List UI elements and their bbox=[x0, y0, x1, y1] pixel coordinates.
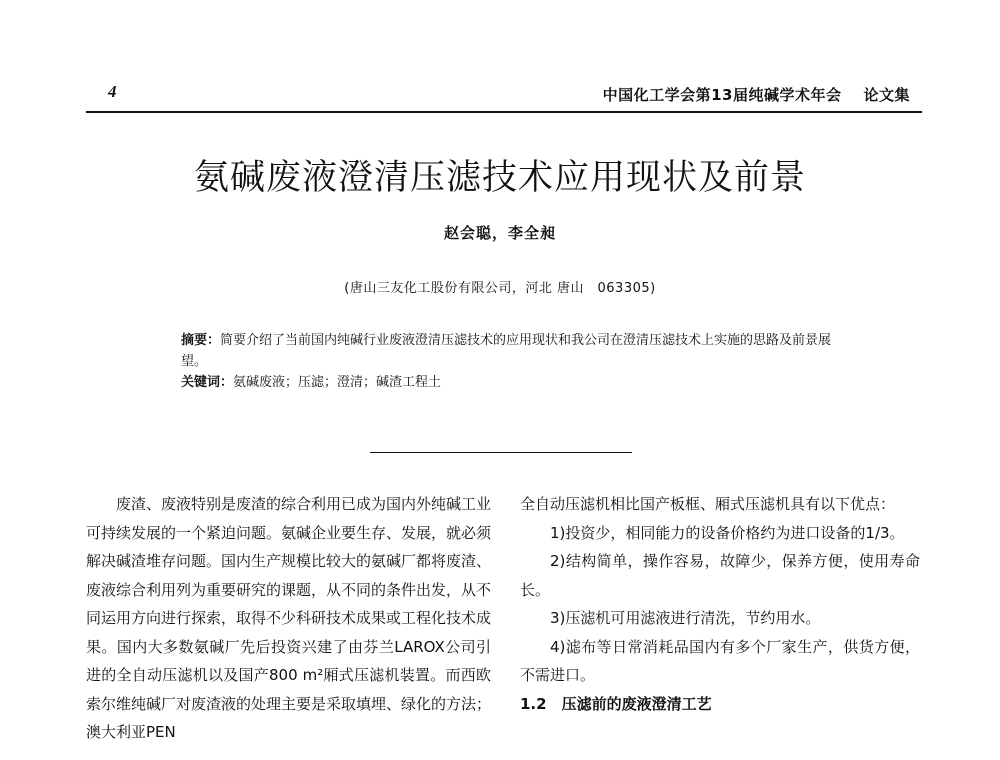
keywords-label: 关键词： bbox=[181, 375, 234, 390]
running-head bbox=[603, 84, 910, 105]
advantage-item: 1)投资少，相同能力的设备价格约为进口设备的1/3。 bbox=[550, 523, 905, 542]
section-divider bbox=[370, 452, 632, 453]
collection-name: 论文集 bbox=[863, 86, 910, 104]
affiliation: (唐山三友化工股份有限公司，河北 唐山 063305) bbox=[344, 281, 656, 296]
abstract bbox=[181, 330, 841, 372]
left-column bbox=[86, 490, 491, 747]
abstract-text: 简要介绍了当前国内纯碱行业废液澄清压滤技术的应用现状和我公司在澄清压滤技术上实施的思路及前景展望。 bbox=[181, 333, 832, 369]
page-number: 4 bbox=[108, 82, 117, 101]
keywords bbox=[181, 372, 841, 393]
advantage-item: 4)滤布等日常消耗品国内有多个厂家生产，供货方便，不需进口。 bbox=[520, 637, 920, 684]
advantage-item: 3)压滤机可用滤液进行清洗，节约用水。 bbox=[550, 609, 821, 627]
body-paragraph: 全自动压滤机相比国产板框、厢式压滤机具有以下优点： bbox=[520, 495, 896, 513]
abstract-block bbox=[181, 330, 841, 393]
paper-title: 氨碱废液澄清压滤技术应用现状及前景 bbox=[193, 158, 806, 198]
journal-name: 中国化工学会第13届纯碱学术年会 bbox=[602, 86, 842, 104]
keywords-text: 氨碱废液；压滤；澄清；碱渣工程土 bbox=[233, 375, 442, 390]
authors: 赵会聪，李全昶 bbox=[443, 224, 556, 242]
advantage-item: 2)结构简单，操作容易，故障少，保养方便，使用寿命长。 bbox=[520, 552, 920, 599]
right-column bbox=[520, 490, 920, 718]
abstract-label: 摘要： bbox=[181, 333, 221, 348]
section-subheading: 1.2 压滤前的废液澄清工艺 bbox=[520, 694, 712, 713]
body-paragraph: 废渣、废液特别是废渣的综合利用已成为国内外纯碱工业可持续发展的一个紧迫问题。氨碱企业要生存、发展，就必须解决碱渣堆存问题。国内生产规模比较大的氨碱厂都将废渣、废液综合利用列为重要研究的课题，从不同的条件出发，从不同运用方向进行探索，取得不少科研技术成果或工程化技术成果。国内大多数氨碱厂先后投资兴建了由芬兰LAROX公司引进的全自动压滤机以及国产800 m²厢式压滤机装置。而西欧索尔维纯碱厂对废渣液的处理主要是采取填埋、绿化的方法；澳大利亚PEN bbox=[86, 495, 492, 741]
header-rule bbox=[86, 111, 922, 113]
